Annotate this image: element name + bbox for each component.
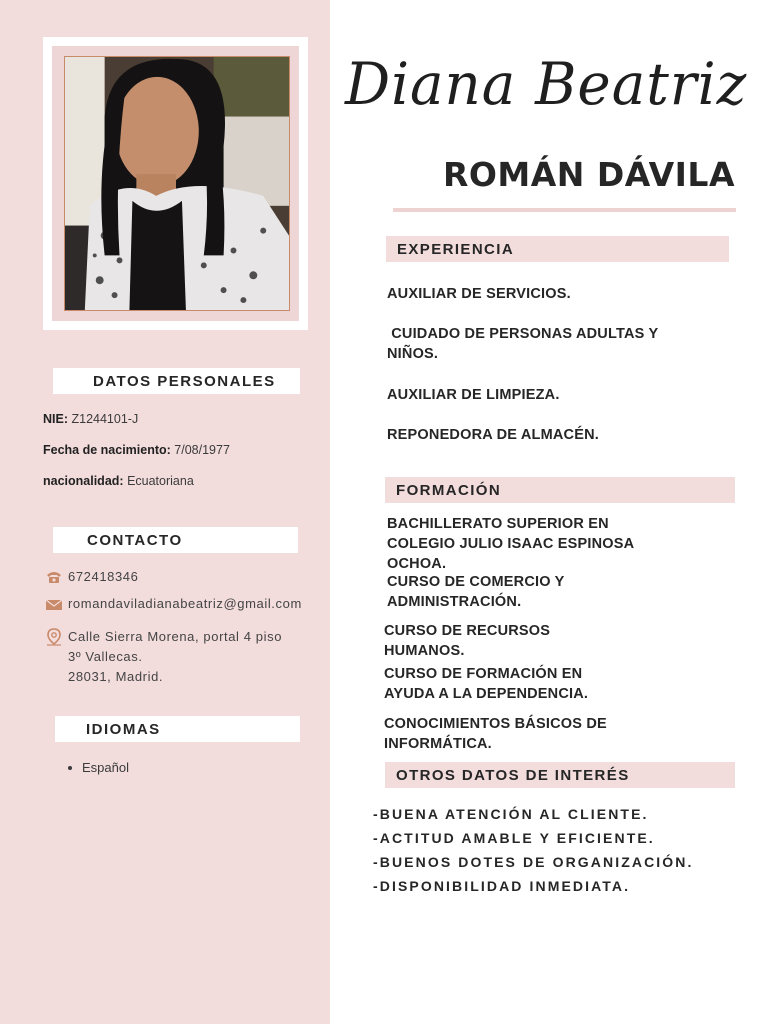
portrait-image (65, 57, 289, 310)
last-name: ROMÁN DÁVILA (442, 155, 735, 194)
list-item: CUIDADO DE PERSONAS ADULTAS Y (387, 326, 659, 342)
list-item: REPONEDORA DE ALMACÉN. (387, 427, 599, 443)
list-item: -BUENOS DOTES DE ORGANIZACIÓN. (373, 854, 694, 870)
birth-date-line (43, 443, 230, 457)
email-address: romandaviladianabeatriz@gmail.com (68, 596, 302, 611)
contact-email (45, 596, 302, 611)
phone-number: 672418346 (68, 569, 139, 584)
postal-address (68, 627, 320, 687)
address-line: Calle Sierra Morena, portal 4 piso (68, 629, 283, 644)
profile-photo-frame (43, 37, 308, 330)
address-line: 28031, Madrid. (68, 669, 164, 684)
education-heading: FORMACIÓN (385, 477, 735, 503)
profile-photo (64, 56, 290, 311)
list-item: INFORMÁTICA. (384, 736, 492, 752)
list-item: -BUENA ATENCIÓN AL CLIENTE. (373, 806, 649, 822)
list-item: BACHILLERATO SUPERIOR EN (387, 516, 609, 532)
list-item: OCHOA. (387, 556, 447, 572)
list-item: HUMANOS. (384, 643, 465, 659)
contact-address (45, 627, 320, 687)
list-item: -ACTITUD AMABLE Y EFICIENTE. (373, 830, 655, 846)
list-item: COLEGIO JULIO ISAAC ESPINOSA (387, 536, 635, 552)
languages-heading: IDIOMAS (55, 716, 300, 742)
envelope-icon (45, 597, 63, 611)
list-item: NIÑOS. (387, 346, 439, 362)
list-item: -DISPONIBILIDAD INMEDIATA. (373, 878, 631, 894)
contact-heading: CONTACTO (53, 527, 298, 553)
list-item: CURSO DE FORMACIÓN EN (384, 666, 583, 682)
address-line: 3º Vallecas. (68, 649, 143, 664)
first-name: Diana Beatriz (345, 50, 748, 118)
list-item: AYUDA A LA DEPENDENCIA. (384, 686, 589, 702)
nationality-line (43, 474, 194, 488)
nie-line (43, 412, 138, 426)
nationality-value: Ecuatoriana (127, 474, 194, 488)
list-item: Español (68, 760, 129, 775)
nie-label: NIE: (43, 412, 68, 426)
list-item: CONOCIMIENTOS BÁSICOS DE (384, 716, 607, 732)
other-info-heading: OTROS DATOS DE INTERÉS (385, 762, 735, 788)
contact-phone (45, 569, 138, 584)
list-item: ADMINISTRACIÓN. (387, 594, 522, 610)
experience-heading: EXPERIENCIA (386, 236, 729, 262)
nie-value: Z1244101-J (71, 412, 139, 426)
phone-icon (45, 570, 63, 584)
personal-data-heading: DATOS PERSONALES (53, 368, 300, 394)
languages-list (68, 760, 129, 775)
sidebar (0, 0, 330, 1024)
nationality-label: nacionalidad: (43, 474, 124, 488)
name-divider (393, 208, 736, 212)
birth-date-value: 7/08/1977 (174, 443, 230, 457)
birth-date-label: Fecha de nacimiento: (43, 443, 171, 457)
list-item: CURSO DE COMERCIO Y (387, 574, 565, 590)
list-item: AUXILIAR DE SERVICIOS. (387, 286, 571, 302)
location-pin-icon (45, 628, 63, 646)
list-item: CURSO DE RECURSOS (384, 623, 551, 639)
list-item: AUXILIAR DE LIMPIEZA. (387, 387, 560, 403)
